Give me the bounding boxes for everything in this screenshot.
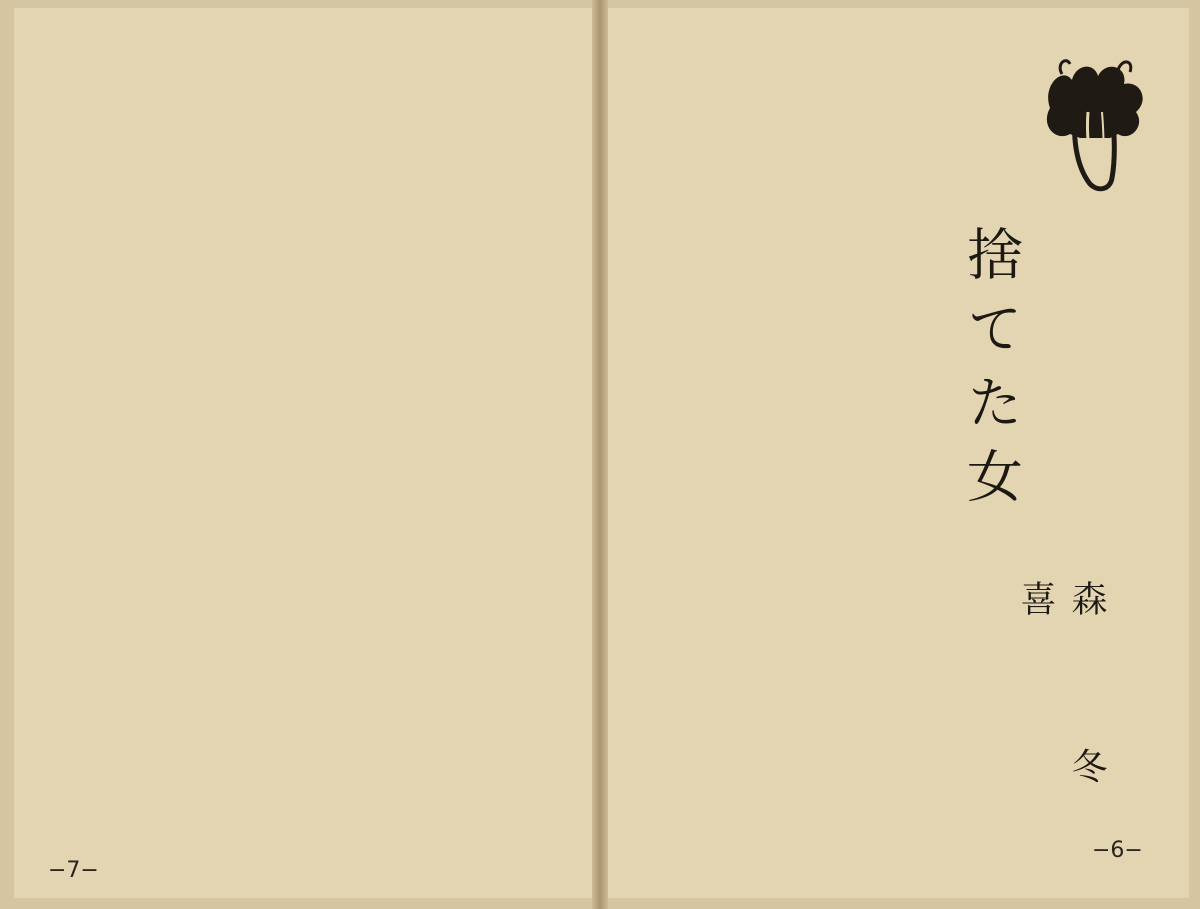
left-page: [14, 8, 597, 898]
sprout-illustration-icon: [1032, 46, 1158, 196]
story-title: 捨てた女: [958, 225, 1023, 521]
page-number-right: −6−: [1092, 838, 1143, 863]
author-name: 森 冬喜: [1015, 580, 1107, 844]
page-number-left: −7−: [48, 858, 99, 883]
book-gutter: [592, 0, 608, 909]
